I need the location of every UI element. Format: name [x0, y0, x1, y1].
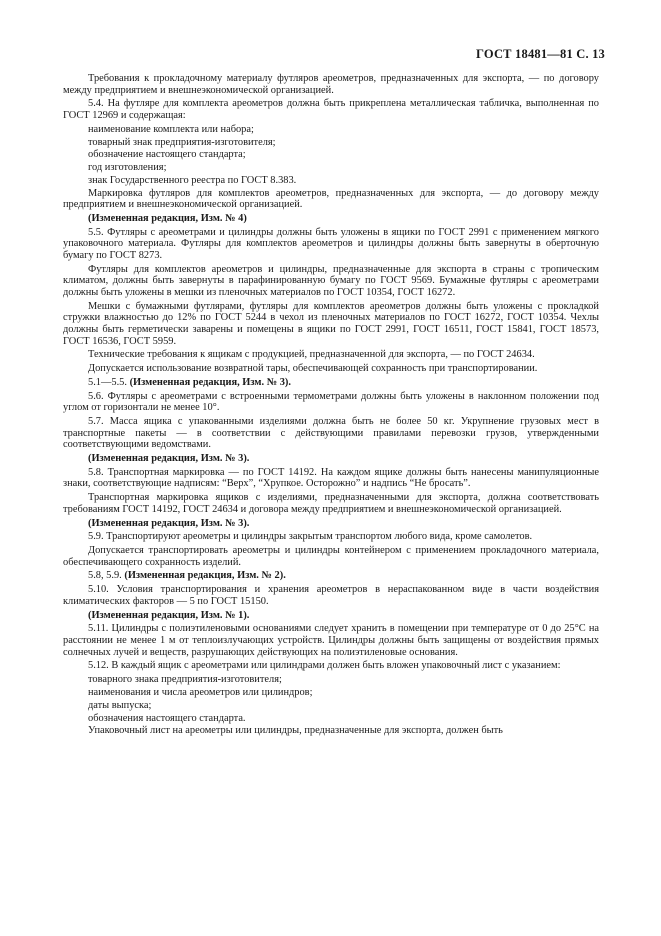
- list-item: наименование комплекта или набора;: [88, 123, 254, 135]
- amendment-note: (Измененная редакция, Изм. № 4): [88, 213, 247, 225]
- list-item: даты выпуска;: [88, 699, 152, 711]
- paragraph: 5.11. Цилиндры с полиэтиленовыми основаниями следует хранить в помещении при температуре от 0 до 25°С на расстоянии не менее 1 м от теплоизлучающих устройств. Цилиндры должны быть защищены от воздействия прямых солнечных лучей и веществ, разрушающих действующих на полиэтиленовые основания.: [63, 623, 599, 658]
- amendment-note: [63, 377, 599, 389]
- paragraph: 5.6. Футляры с ареометрами с встроенными термометрами должны быть уложены в наклонном положении под углом от горизонтали не менее 10°.: [63, 390, 599, 414]
- paragraph: 5.8. Транспортная маркировка — по ГОСТ 14192. На каждом ящике должны быть нанесены манипуляционные знаки, соответствующие надписям: “Верх”, “Хрупкое. Осторожно” и надпись “Не бросать”.: [63, 466, 599, 490]
- amendment-note: (Измененная редакция, Изм. № 3).: [88, 517, 250, 529]
- list-item: товарного знака предприятия-изготовителя;: [88, 674, 282, 686]
- paragraph: Упаковочный лист на ареометры или цилиндры, предназначенные для экспорта, должен быть: [88, 725, 503, 737]
- list-item: товарный знак предприятия-изготовителя;: [88, 136, 276, 148]
- amendment-range: 5.8, 5.9.: [88, 570, 122, 582]
- list-item: обозначение настоящего стандарта;: [88, 149, 246, 161]
- amendment-note: [63, 570, 599, 582]
- paragraph: Мешки с бумажными футлярами, футляры для комплектов ареометров должны быть уложены с прокладкой стружки влажностью до 12% по ГОСТ 5244 в чехол из пленочных материалов по ГОСТ 16272, ГОСТ 10354. Чехлы должны быть герметически заварены и помещены в ящики по ГОСТ 2991, ГОСТ 16511, ГОСТ 15841, ГОСТ 18573, ГОСТ 16536, ГОСТ 5959.: [63, 300, 599, 347]
- list-item: наименования и числа ареометров или цилиндров;: [88, 686, 313, 698]
- paragraph: 5.4. На футляре для комплекта ареометров должна быть прикреплена металлическая табличка, выполненная по ГОСТ 12969 и содержащая:: [63, 98, 599, 121]
- paragraph: Допускается использование возвратной тары, обеспечивающей сохранность при транспортировании.: [88, 363, 538, 375]
- paragraph: Технические требования к ящикам с продукцией, предназначенной для экспорта, — по ГОСТ 24634.: [88, 349, 535, 361]
- paragraph: Транспортная маркировка ящиков с изделиями, предназначенными для экспорта, должна соответствовать требованиям ГОСТ 14192, ГОСТ 24634 и договора между предприятием и внешнеэкономической организацией.: [63, 492, 599, 515]
- paragraph: Требования к прокладочному материалу футляров ареометров, предназначенных для экспорта, — по договору между предприятием и внешнеэкономической организацией.: [63, 73, 599, 96]
- paragraph: Допускается транспортировать ареометры и цилиндры контейнером с применением прокладочного материала, обеспечивающего сохранность изделий.: [63, 545, 599, 568]
- list-item: обозначения настоящего стандарта.: [88, 712, 246, 724]
- paragraph: 5.12. В каждый ящик с ареометрами или цилиндрами должен быть вложен упаковочный лист с указанием:: [88, 660, 561, 672]
- paragraph: Маркировка футляров для комплектов ареометров, предназначенных для экспорта, — до договору между предприятием и внешнеэкономической организацией.: [63, 187, 599, 211]
- paragraph: 5.9. Транспортируют ареометры и цилиндры закрытым транспортом любого вида, кроме самолетов.: [88, 531, 533, 543]
- amendment-note: (Измененная редакция, Изм. № 3).: [88, 453, 250, 464]
- amendment-text: (Измененная редакция, Изм. № 3).: [129, 376, 291, 388]
- list-item: год изготовления;: [88, 162, 167, 174]
- amendment-range: 5.1—5.5.: [88, 376, 127, 388]
- page-header: ГОСТ 18481—81 С. 13: [476, 47, 605, 61]
- amendment-text: (Измененная редакция, Изм. № 2).: [124, 570, 286, 582]
- amendment-note: (Измененная редакция, Изм. № 1).: [88, 609, 250, 621]
- paragraph: 5.7. Масса ящика с упакованными изделиями должна быть не более 50 кг. Укрупнение грузовых мест в транспортные пакеты — в соответствии с действующими правилами перевозки грузов, утвержденными соответствующими ведомствами.: [63, 416, 599, 451]
- paragraph: Футляры для комплектов ареометров и цилиндры, предназначенные для экспорта в страны с тропическим климатом, должны быть завернуты в парафинированную бумагу по ГОСТ 9569. Бумажные футляры с ареометрами должны быть уложены в мешки из пленочных материалов по ГОСТ 10354, ГОСТ 16272.: [63, 263, 599, 298]
- document-body: [63, 73, 599, 739]
- list-item: знак Государственного реестра по ГОСТ 8.383.: [88, 174, 297, 186]
- paragraph: 5.10. Условия транспортирования и хранения ареометров в нераспакованном виде в части воздействия климатических факторов — 5 по ГОСТ 15150.: [63, 584, 599, 607]
- paragraph: 5.5. Футляры с ареометрами и цилиндры должны быть уложены в ящики по ГОСТ 2991 с применением мягкого упаковочного материала. Футляры для комплектов ареометров и цилиндры должны быть завернуты в оберточную бумагу по ГОСТ 8273.: [63, 226, 599, 261]
